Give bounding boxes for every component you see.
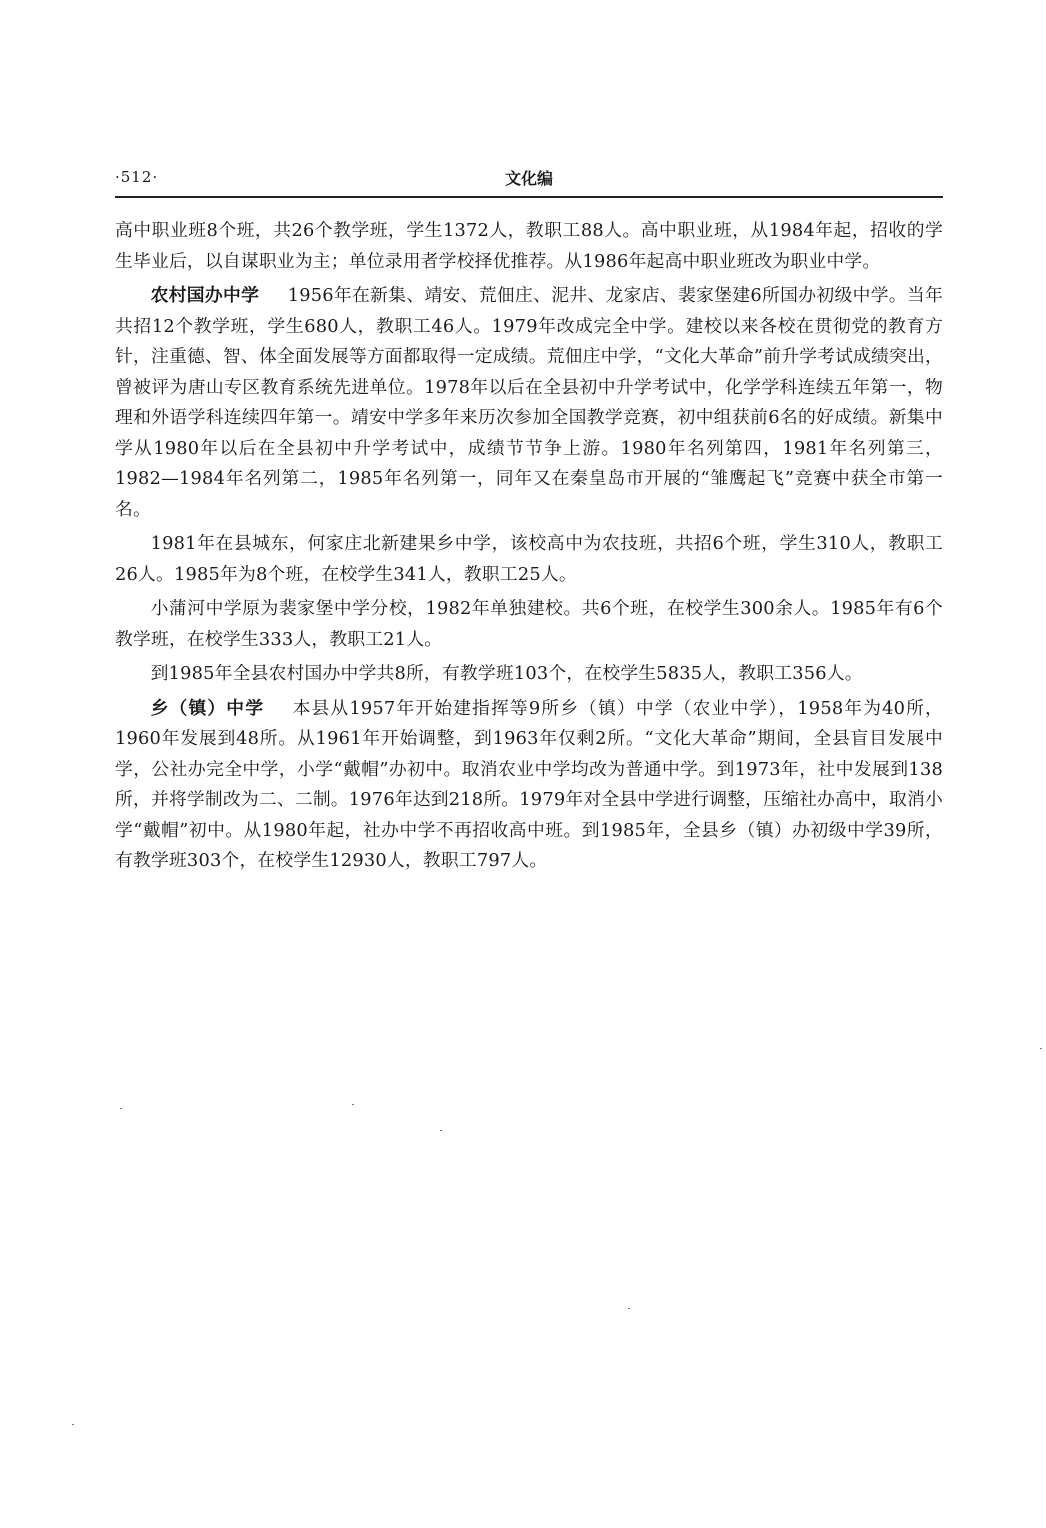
paragraph-text: 高中职业班8个班，共26个教学班，学生1372人，教职工88人。高中职业班，从1984年起，招收的学生毕业后，以自谋职业为主；单位录用者学校择优推荐。从1986年起高中职业班改为职业中学。 [115,220,943,272]
paragraph-township-middle-schools [115,694,943,877]
paragraph-xiaopuhe-school [115,594,943,655]
scan-speck [120,1108,122,1109]
scan-speck [628,1308,630,1309]
paragraph-text: 1956年在新集、靖安、荒佃庄、泥井、龙家店、裴家堡建6所国办初级中学。当年共招12个教学班，学生680人，教职工46人。1979年改成完全中学。建校以来各校在贯彻党的教育方针，注重德、智、体全面发展等方面都取得一定成绩。荒佃庄中学，“文化大革命”前升学考试成绩突出，曾被评为唐山专区教育系统先进单位。1978年以后在全县初中升学考试中，化学学科连续五年第一，物理和外语学科连续四年第一。靖安中学多年来历次参加全国教学竞赛，初中组获前6名的好成绩。新集中学从1980年以后在全县初中升学考试中，成绩节节争上游。1980年名列第四，1981年名列第三，1982—1984年名列第二，1985年名列第一，同年又在秦皇岛市开展的“雏鹰起飞”竞赛中获全市第一名。 [115,285,943,520]
section-heading: 乡（镇）中学 [150,697,265,719]
paragraph-text: 1981年在县城东，何家庄北新建果乡中学，该校高中为农技班，共招6个班，学生310人，教职工26人。1985年为8个班，在校学生341人，教职工25人。 [115,533,943,585]
paragraph-text: 到1985年全县农村国办中学共8所，有教学班103个，在校学生5835人，教职工356人。 [150,663,863,684]
scan-speck [440,1130,442,1131]
running-title: 文化编 [504,169,553,188]
paragraph-text: 小蒲河中学原为裴家堡中学分校，1982年单独建校。共6个班，在校学生300余人。1985年有6个教学班，在校学生333人，教职工21人。 [115,598,943,650]
paragraph-rural-summary [115,659,943,690]
scan-speck [1040,1048,1042,1049]
scan-speck [352,1104,354,1105]
section-heading: 农村国办中学 [150,285,260,306]
page-number: ·512· [115,168,159,186]
paragraph-text: 本县从1957年开始建指挥等9所乡（镇）中学（农业中学），1958年为40所，1960年发展到48所。从1961年开始调整，到1963年仅剩2所。“文化大革命”期间，全县盲目发展中学，公社办完全中学，小学“戴帽”办初中。取消农业中学均改为普通中学。到1973年，社中发展到138所，并将学制改为二、二制。1976年达到218所。1979年对全县中学进行调整，压缩社办高中，取消小学“戴帽”初中。从1980年起，社办中学不再招收高中班。到1985年，全县乡（镇）办初级中学39所，有教学班303个，在校学生12930人，教职工797人。 [115,697,943,871]
paragraph-rural-state-middle-schools [115,281,943,525]
page-header [115,166,943,198]
paragraph-guoxiang-school [115,529,943,590]
body-text [115,216,943,881]
scan-speck [72,1424,74,1425]
paragraph-continuation [115,216,943,277]
